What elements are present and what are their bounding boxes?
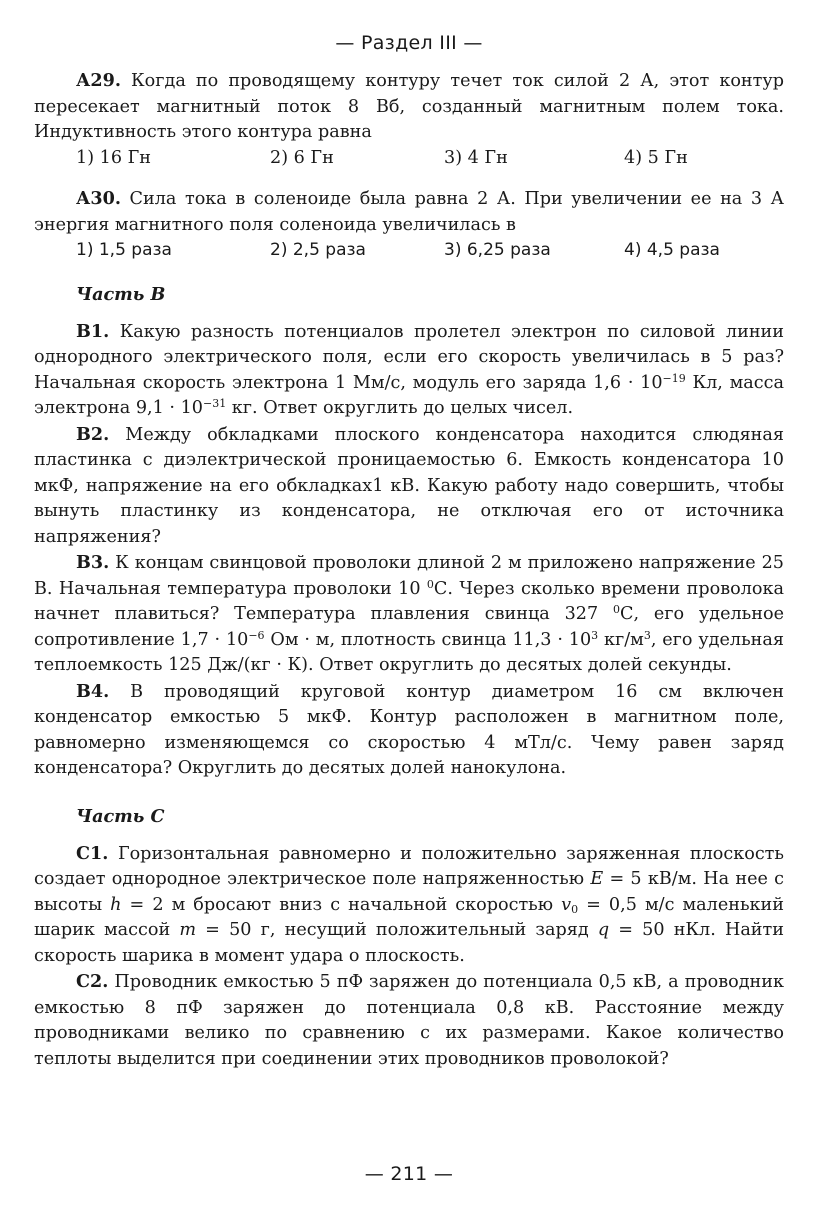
- answer-option: 4) 4,5 раза: [624, 240, 720, 260]
- variable: E: [590, 869, 604, 889]
- degree-mark: 0: [426, 577, 434, 591]
- question-number: В1.: [76, 320, 110, 342]
- question-number: С2.: [76, 971, 109, 992]
- exponent: 3: [591, 628, 599, 642]
- answer-option: 3) 6,25 раза: [444, 240, 551, 260]
- variable: h: [110, 894, 122, 915]
- variable: v: [561, 894, 572, 915]
- question-text: Между обкладками плоского конденсатора находится слюдяная пластинка с диэлектрической проницаемостью 6. Емкость конденсатора 10 мкФ, напряжение на его обкладках1 кВ. Какую работу надо совершить, чтобы вынуть пластинку из конденсатора, не отключая его от источника напряжения?: [34, 424, 784, 547]
- question-a30: [34, 186, 784, 238]
- question-number: А29.: [76, 70, 121, 91]
- answer-option: 1) 1,5 раза: [76, 240, 172, 260]
- question-text: Сила тока в соленоиде была равна 2 А. При увеличении ее на 3 А энергия магнитного поля соленоида увеличилась в: [34, 189, 784, 235]
- question-a29: [34, 68, 784, 146]
- answer-option: 2) 6 Гн: [270, 147, 334, 168]
- question-number: А30.: [76, 188, 121, 209]
- question-text: Горизонтальная равномерно и положительно заряженная плоскость создает однородное электрическое поле напряженностью: [34, 843, 784, 889]
- question-text: В проводящий круговой контур диаметром 16 см включен конденсатор емкостью 5 мкФ. Контур расположен в магнитном поле, равномерно изменяющемся со скоростью 4 мТл/с. Чему равен заряд конденсатора? Округлить до десятых долей нанокулона.: [34, 681, 784, 778]
- question-b2: [34, 422, 784, 551]
- variable: q: [597, 920, 610, 940]
- question-number: С1.: [76, 842, 109, 864]
- question-text: , его удельная теплоемкость 125 Дж/(кг · К). Ответ округлить до десятых долей секунды.: [34, 629, 784, 675]
- degree-mark: 0: [612, 603, 620, 616]
- exponent: −6: [248, 628, 265, 642]
- part-c-heading: Часть С: [76, 805, 165, 827]
- question-text: = 50 г, несущий положительный заряд: [196, 920, 598, 940]
- question-text: Кл, масса электрона 9,1 · 10: [34, 372, 784, 418]
- exponent: −19: [662, 371, 686, 385]
- question-b1: [34, 319, 784, 422]
- exponent: −31: [202, 397, 227, 410]
- question-text: Какую разность потенциалов пролетел электрон по силовой линии однородного электрического поля, если его скорость увеличилась в 5 раз? Начальная скорость электрона 1 Мм/с, модуль его заряда 1,6 · 10: [34, 321, 784, 393]
- question-c2: [34, 969, 784, 1072]
- question-text: Проводник емкостью 5 пФ заряжен до потенциала 0,5 кВ, а проводник емкостью 8 пФ заряжен до потенциала 0,8 кВ. Расстояние между проводниками велико по сравнению с их размерами. Какое количество теплоты выделится при соединении этих проводников проволокой?: [34, 972, 784, 1069]
- question-text: = 5 кВ/м. На нее с высоты: [34, 869, 785, 915]
- question-text: Ом · м, плотность свинца 11,3 · 10: [264, 629, 592, 650]
- answer-option: 4) 5 Гн: [624, 147, 688, 168]
- question-number: В4.: [76, 680, 110, 702]
- question-c1: [34, 841, 784, 970]
- answer-option: 3) 4 Гн: [444, 147, 508, 168]
- question-text: = 50 нКл. Найти скорость шарика в момент удара о плоскость.: [34, 920, 784, 966]
- subscript: 0: [571, 902, 579, 916]
- question-text: кг/м: [598, 629, 644, 650]
- question-text: С, его удельное сопротивление 1,7 · 10: [34, 604, 784, 650]
- question-text: Когда по проводящему контуру течет ток силой 2 А, этот контур пересекает магнитный поток 8 Вб, созданный магнитным полем тока. Индуктивность этого контура равна: [34, 71, 784, 142]
- question-b4: [34, 679, 784, 782]
- answer-options-a30: [34, 238, 784, 264]
- exponent: 3: [643, 628, 651, 642]
- question-number: В3.: [76, 552, 110, 573]
- question-text: кг. Ответ округлить до целых чисел.: [226, 398, 574, 418]
- variable: m: [179, 920, 197, 940]
- section-header: — Раздел III —: [335, 32, 483, 54]
- part-b-heading: Часть В: [76, 283, 166, 305]
- page-number: — 211 —: [364, 1163, 454, 1185]
- question-text: К концам свинцовой проволоки длиной 2 м приложено напряжение 25 В. Начальная температура проволоки 10: [34, 553, 784, 599]
- answer-option: 2) 2,5 раза: [270, 240, 366, 260]
- answer-options-a29: [34, 146, 784, 172]
- page-content: [34, 30, 784, 1072]
- question-text: = 2 м бросают вниз с начальной скоростью: [121, 894, 562, 915]
- question-text: С. Через сколько времени проволока начнет плавиться? Температура плавления свинца 327: [34, 578, 784, 624]
- question-text: = 0,5 м/с маленький шарик массой: [34, 894, 784, 940]
- answer-option: 1) 16 Гн: [76, 147, 152, 168]
- question-b3: [34, 550, 784, 679]
- question-number: В2.: [76, 423, 110, 445]
